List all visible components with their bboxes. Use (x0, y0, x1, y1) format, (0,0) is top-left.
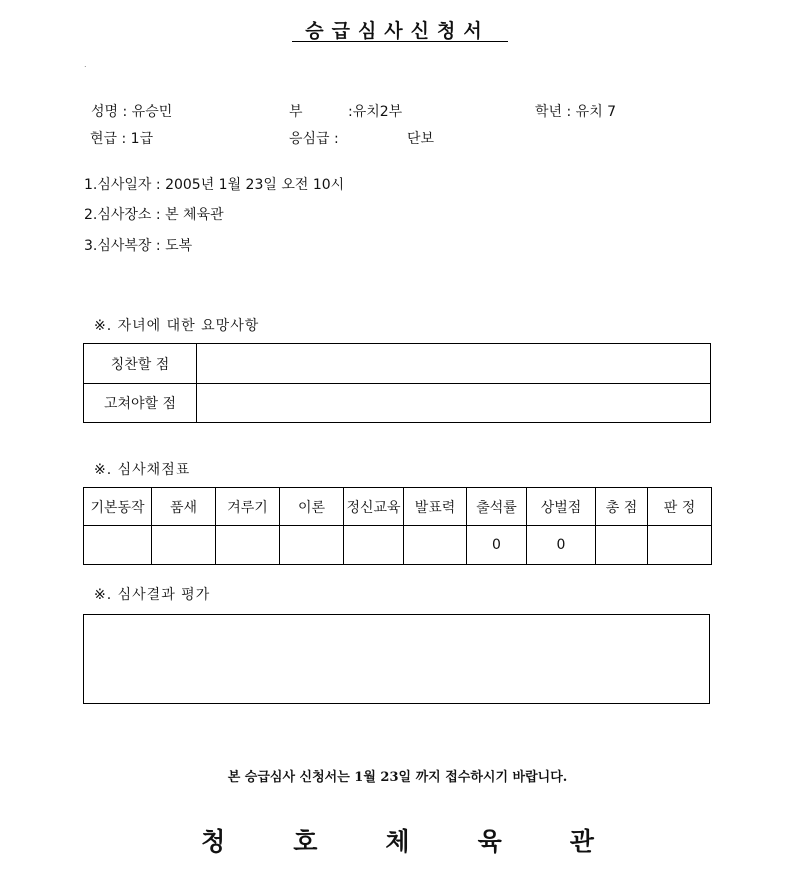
header-poomsae: 품새 (152, 488, 216, 526)
score-table (83, 487, 712, 565)
submission-notice: 본 승급심사 신청서는 1월 23일 까지 접수하시기 바랍니다. (227, 770, 568, 785)
score-poomsae[interactable] (152, 526, 216, 565)
header-verdict: 판 정 (648, 488, 712, 526)
score-attendance[interactable]: 0 (467, 526, 527, 565)
improve-field[interactable] (197, 384, 711, 423)
org-char-1: 청 (201, 827, 226, 856)
exam-attire: 3.심사복장 : 도복 (84, 238, 193, 254)
header-sparring: 겨루기 (216, 488, 280, 526)
header-basic-moves: 기본동작 (84, 488, 152, 526)
score-sparring[interactable] (216, 526, 280, 565)
requests-table (83, 343, 711, 423)
improve-label: 고쳐야할 점 (84, 384, 197, 423)
score-basic-moves[interactable] (84, 526, 152, 565)
praise-label: 칭찬할 점 (84, 344, 197, 384)
applicant-name: 성명 : 유승민 (91, 104, 173, 120)
current-rank: 현급 : 1급 (90, 131, 154, 147)
school-grade: 학년 : 유치 7 (535, 104, 617, 120)
evaluation-box[interactable] (83, 614, 710, 704)
praise-field[interactable] (197, 344, 711, 384)
score-value-row (84, 526, 712, 565)
score-heading: ※. 심사채점표 (94, 462, 191, 478)
document-title: 승급심사신청서 (305, 20, 490, 42)
requests-heading: ※. 자녀에 대한 요망사항 (94, 318, 260, 334)
department-label: 부 (289, 104, 303, 120)
header-presentation: 발표력 (404, 488, 467, 526)
score-merit-points[interactable]: 0 (527, 526, 596, 565)
exam-rank-label: 응심급 : (289, 131, 339, 147)
score-header-row (84, 488, 712, 526)
evaluation-heading: ※. 심사결과 평가 (94, 587, 211, 603)
department-value: :유치2부 (348, 104, 403, 120)
header-total-score: 총 점 (596, 488, 648, 526)
score-verdict[interactable] (648, 526, 712, 565)
exam-rank-value: 단보 (407, 131, 435, 147)
title-underline (292, 41, 508, 42)
org-char-3: 체 (385, 827, 410, 856)
organization-name (0, 822, 795, 858)
org-char-4: 육 (477, 827, 502, 856)
request-row-improve (84, 384, 711, 423)
org-char-5: 관 (569, 827, 594, 856)
stray-mark: . (84, 60, 87, 69)
header-mental-education: 정신교육 (344, 488, 404, 526)
score-theory[interactable] (280, 526, 344, 565)
header-merit-points: 상벌점 (527, 488, 596, 526)
header-theory: 이론 (280, 488, 344, 526)
org-char-2: 호 (293, 827, 318, 856)
score-mental-education[interactable] (344, 526, 404, 565)
score-total[interactable] (596, 526, 648, 565)
header-attendance: 출석률 (467, 488, 527, 526)
request-row-praise (84, 344, 711, 384)
exam-date: 1.심사일자 : 2005년 1월 23일 오전 10시 (84, 177, 345, 193)
score-presentation[interactable] (404, 526, 467, 565)
exam-location: 2.심사장소 : 본 체육관 (84, 207, 224, 223)
